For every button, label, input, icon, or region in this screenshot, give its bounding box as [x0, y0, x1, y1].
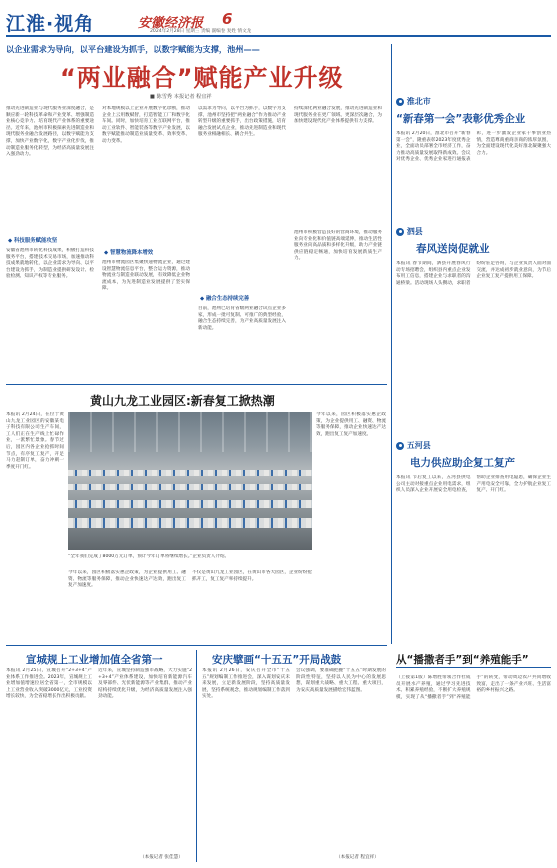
anqing-text-1: 本报讯 2月26日，安庆召开全市“十五五”规划编制工作推进会，深入谋划安庆未来发展，立足新发展阶段，坚持高质量发展，坚持系统观念，推动规划编制工作落到实处。: [202, 668, 290, 700]
lead-col4b-text: 池州市积极营造良好的营商环境，推动服务业向专业化和价值链高端延伸，推动生活性服务业向高品质和多样化升级，助力产业链供应链稳定畅通，加快培育发展新质生产力。: [294, 230, 382, 262]
xuancheng-headline: 宣城规上工业增加值全省第一: [26, 654, 163, 666]
anqing-signoff: （本报记者 程宜祥）: [336, 855, 379, 860]
photo-story-text: 本报讯 2月24日，在位于黄山九龙工业园区的安徽某电子科技有限公司生产车间，工人们正在生产线上忙碌作业，一派繁忙景象。春节过后，园区内各企业抢抓时间节点，有序复工复产，开足马力赶制订单，奋力冲刺一季度开门红。: [6, 412, 64, 470]
lead-subhead-2: ◆ 智慧物流降本增效: [104, 250, 154, 256]
lead-col3-text: 以需求为导向，以平台为抓手，以数字为支撑，池州市坚持把“两业融合”作为推动产业转型升级的重要抓手，出台政策措施，培育融合发展试点企业，推动先进制造业和现代服务业相融相长、耦合共生。: [198, 106, 286, 138]
sidebar-title-huaibei: “新春第一会”表彰优秀企业: [396, 113, 526, 125]
xuancheng-text-1: 本报讯 2月25日，宣城召开“2+3+4”产业体系工作推进会。2023年，宣城规上工业增加值增速位居全省第一，全市规模以上工业营业收入突破3000亿元，工业投资增长较快，为全省稳增长作出积极贡献。: [6, 668, 92, 700]
sidebar-block-breeding: [396, 652, 551, 867]
photo-story-headline: 黄山九龙工业园区:新春复工掀热潮: [90, 394, 275, 408]
photo-story-top-rule: [6, 384, 387, 385]
anqing-headline: 安庆擘画“十五五”开局战鼓: [212, 654, 342, 666]
sidebar-text-breeding: （上接第1版）陈增胜带领合作社成员开展水产养殖，通过学习先进技术、积累养殖经验，不断扩大养殖规模，实现了从“播撒者手”到“养殖能手”的转变，带动周边农户共同增收致富，走出了一条产业兴旺、生活富裕的乡村振兴之路。: [396, 675, 551, 700]
lead-col1-text: 推动先进制造业与现代服务业深度融合，是顺应新一轮科技革命和产业变革、增强制造业核心竞争力、培育现代产业体系的重要途径。近年来，池州市积极探索先进制造业和现代服务业融合发展路径，以数字赋能为支撑，加快产业数字化，数字产业化步伐，推动制造业服务化转型，为经济高质量发展注入强劲动力。: [6, 106, 94, 158]
lead-col3b-text: 目前，池州已培育省级两业融合试点企业多家，形成一批可复制、可推广的典型经验，融合生态持续完善，为产业高质量发展注入新动能。: [198, 306, 286, 331]
sidebar-title-breeding: 从“播撒者手”到“养殖能手”: [396, 654, 529, 666]
sidebar-block-wuhe: [396, 440, 551, 635]
bottom-top-rule: [6, 645, 387, 646]
masthead-paper-name: 安徽经济报: [138, 16, 204, 31]
sidebar-block-huaibei: [396, 96, 551, 217]
sidebar-block-sixian: [396, 226, 551, 439]
photo-story-caption: “全年我们完成了8000万元订单，预计今年订单将继续增长。”企业负责人介绍。: [68, 554, 230, 559]
lead-subhead-1: ◆ 科技服务赋能攻坚: [8, 238, 58, 244]
masthead-section-title: 江淮·视角: [6, 13, 95, 35]
page-number: 6: [222, 10, 233, 28]
factory-workshop-photo: [68, 412, 312, 550]
lead-col4-text: 持续深化两业融合发展，推动先进制造业和现代服务业在更广领域、更深层次融合，为加快建设现代化产业体系提供有力支撑。: [294, 106, 382, 125]
sidebar-title-wuhe: 电力供应助企复工复产: [410, 457, 515, 469]
date-line: 2024年2月28日 星期三 责编 副编卷 复姓 情文龙: [150, 29, 252, 34]
lead-col1b-text: 安徽省池州市转化科技成果，积极打造科技服务平台，搭建技术交易市场，加速推动科技成果就地转化，以企业需求为导向、以平台建设为抓手，为制造业提供研发设计、检验检测、知识产权等专业服务。: [6, 248, 94, 280]
photo-story-text-2: 今年以来，园区积极落实惠企政策，为企业提供用工、融资、物流等服务保障，推动企业快速达产达效，跑出复工复产加速度。: [68, 570, 186, 589]
sidebar-text-wuhe: 本报讯 节后复工以来，五河县供电公司主动对接重点企业用电需求，组织人员深入企业开展安全用电检查，帮助企业排查用电隐患，确保企业生产用电安全可靠，全力护航企业复工复产、开门红。: [396, 475, 551, 494]
lead-col2-text: 对本地规模以上企业开展数字化诊断，推动企业上云用数赋智，打造智能工厂和数字化车间。同时，加快培育工业互联网平台，推动工业软件、智能装备等数字产业发展，以数字赋能推动制造业质量变革、效率变革、动力变革。: [102, 106, 190, 144]
lead-headline: “两业融合”赋能产业升级: [60, 64, 344, 92]
anqing-text-2: 会议强调，要准确把握“十五五”时期发展的阶段性特征，坚持以人民为中心的发展思想，谋划重大战略、重大工程、重大项目，为安庆高质量发展描绘宏伟蓝图。: [296, 668, 386, 693]
sidebar-title-sixian: 春风送岗促就业: [416, 243, 490, 255]
sidebar-text-huaibei: 本报讯 2月20日，淮北市召开“新春第一会”，隆重表彰2023年度优秀企业，全面动员部署全市经济工作，奋力推动高质量发展取得新成效。会议对优秀企业、优秀企业家进行通报表彰，进一步激发企业家干事创业热情，营造尊商重商亲商的浓厚氛围，为全面建设现代化美好淮北凝聚强大合力。: [396, 131, 551, 163]
photo-story-text-right: 今年以来，园区积极落实惠企政策，为企业提供用工、融资、物流等服务保障，推动企业快速达产达效，跑出复工复产加速度。: [316, 412, 386, 437]
sidebar-label-wuhe: 五河县: [396, 440, 551, 451]
location-pin-icon: [396, 442, 404, 450]
lead-subhead-3: ◆ 融合生态持续完善: [200, 296, 250, 302]
sidebar-label-huaibei: 淮北市: [396, 96, 551, 107]
bottom-col-rule: [196, 650, 197, 862]
lead-byline: ■ 陈雪秀 本报记者 程宜祥: [150, 94, 212, 100]
location-pin-icon: [396, 228, 404, 236]
lead-col2b-text: 池州市物流园区集聚快递物流企业，通过建设智慧物流信息平台，整合运力资源，推动物流业与制造业联动发展，有效降低企业物流成本，为先进制造业发展提供了坚实保障。: [102, 260, 190, 292]
photo-story-text-3: 不仅是黄山九龙工业园区，在黄山市各大园区，企业纷纷抢抓开工，复工复产率持续提升。: [192, 570, 312, 582]
sidebar-left-rule: [391, 44, 392, 644]
masthead-rule: [6, 35, 551, 37]
sidebar-title-rule: [396, 667, 551, 668]
masthead: [0, 0, 557, 40]
sidebar-label-sixian: 泗县: [396, 226, 551, 237]
xuancheng-signoff: （本报记者 张佳慧）: [140, 855, 183, 860]
lead-kicker: 以企业需求为导向，以平台建设为抓手，以数字赋能为支撑，池州——: [6, 44, 260, 54]
location-pin-icon: [396, 98, 404, 106]
xuancheng-text-2: 近年来，宣城坚持制造强市战略，大力实施“2+3+4”产业体系建设，加快培育新能源汽车及零部件、光伏新能源等产业集群，推动产业结构持续优化升级，为经济高质量发展注入强劲动能。: [98, 668, 192, 700]
sidebar-text-sixian: 本报讯 春节期间，泗县开展春风行动专场招聘会，组织县内重点企业发布用工信息，搭建企业与求职者的沟通桥梁。活动现场人头攒动，求职者纷纷驻足咨询，与企业负责人面对面交流，并达成初步就业意向，为节后企业复工复产提供用工保障。: [396, 261, 551, 286]
